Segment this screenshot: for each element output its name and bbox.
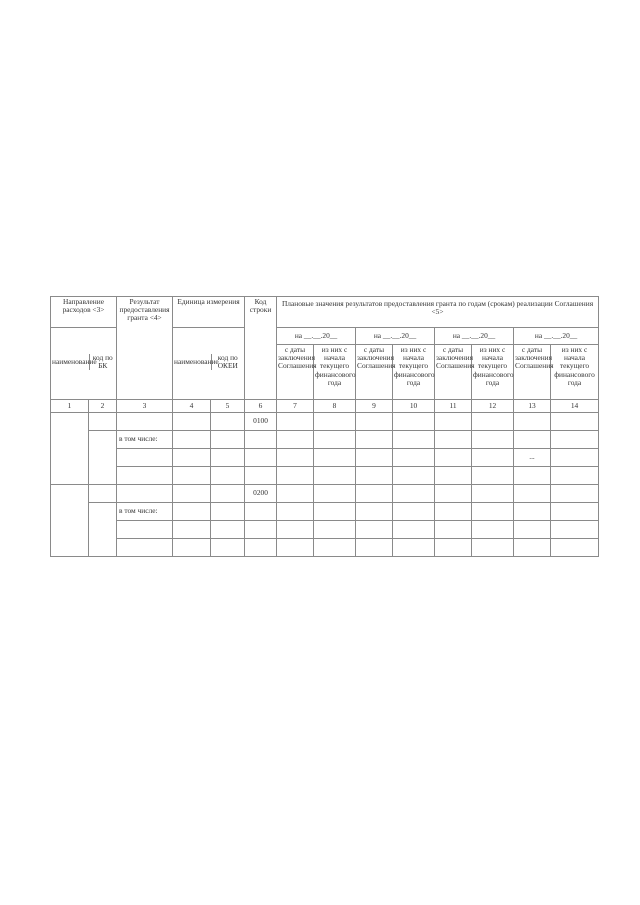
table-cell — [314, 467, 356, 485]
table-cell — [117, 449, 173, 467]
col-number: 4 — [173, 400, 211, 413]
table-cell — [356, 521, 393, 539]
table-cell — [173, 521, 211, 539]
table-cell — [356, 413, 393, 431]
from-year-4: из них с начала текущего финансового года — [551, 345, 599, 400]
header-result: Результат предоставления гранта <4> — [117, 297, 173, 400]
header-okei-code: код по ОКЕИ — [211, 354, 244, 370]
table-cell — [551, 485, 599, 503]
grant-results-table — [50, 296, 599, 557]
from-date-1: с даты заключения Соглашения — [277, 345, 314, 400]
from-year-3: из них с начала текущего финансового года — [472, 345, 514, 400]
table-cell — [117, 539, 173, 557]
table-cell — [211, 485, 245, 503]
table-cell — [393, 539, 435, 557]
table-cell — [277, 521, 314, 539]
col-number: 2 — [89, 400, 117, 413]
table-cell — [514, 521, 551, 539]
col-number: 8 — [314, 400, 356, 413]
table-cell — [551, 413, 599, 431]
table-cell — [314, 449, 356, 467]
table-cell — [393, 431, 435, 449]
table-cell — [472, 521, 514, 539]
table-cell — [277, 413, 314, 431]
table-cell — [472, 467, 514, 485]
bk-code-cell — [89, 485, 117, 503]
table-cell — [211, 503, 245, 521]
table-cell — [435, 485, 472, 503]
including-label: в том числе: — [117, 503, 173, 521]
table-cell — [356, 485, 393, 503]
table-cell — [514, 413, 551, 431]
table-cell — [551, 449, 599, 467]
table-cell — [277, 431, 314, 449]
from-year-2: из них с начала текущего финансового года — [393, 345, 435, 400]
table-cell — [435, 449, 472, 467]
table-cell — [551, 431, 599, 449]
bk-code-cell — [89, 431, 117, 485]
table-cell — [393, 449, 435, 467]
table-cell — [314, 485, 356, 503]
bk-code-cell — [89, 503, 117, 557]
including-label: в том числе: — [117, 431, 173, 449]
table-cell — [173, 485, 211, 503]
table-cell — [472, 413, 514, 431]
table-cell — [356, 503, 393, 521]
table-cell — [435, 503, 472, 521]
table-cell — [356, 467, 393, 485]
col-number: 1 — [51, 400, 89, 413]
table-cell — [277, 539, 314, 557]
header-direction: Направление расходов <3> — [51, 297, 117, 328]
table-cell — [211, 539, 245, 557]
table-cell — [514, 539, 551, 557]
table-cell — [173, 503, 211, 521]
col-number: 9 — [356, 400, 393, 413]
table-cell — [245, 431, 277, 449]
row-code-cell: 0200 — [245, 485, 277, 503]
table-cell — [356, 539, 393, 557]
table-cell — [173, 449, 211, 467]
table-cell — [211, 431, 245, 449]
table-cell — [211, 413, 245, 431]
bk-code-cell — [89, 413, 117, 431]
table-cell — [211, 467, 245, 485]
table-cell — [514, 503, 551, 521]
col-number: 5 — [211, 400, 245, 413]
period-1: на __.__.20__ — [277, 328, 356, 345]
period-2: на __.__.20__ — [356, 328, 435, 345]
header-unit-name: наименование — [174, 357, 219, 367]
table-cell — [514, 431, 551, 449]
table-cell — [245, 467, 277, 485]
header-unit-sub — [173, 328, 245, 400]
table-cell — [393, 485, 435, 503]
table-cell — [173, 413, 211, 431]
from-date-3: с даты заключения Соглашения — [435, 345, 472, 400]
table-cell — [356, 431, 393, 449]
table-cell — [551, 467, 599, 485]
table-cell — [435, 431, 472, 449]
table-cell — [277, 467, 314, 485]
table-cell — [117, 467, 173, 485]
table-cell — [173, 431, 211, 449]
table-cell — [514, 485, 551, 503]
result-cell — [117, 485, 173, 503]
ellipsis-cell: ... — [514, 449, 551, 467]
header-unit: Единица измерения — [173, 297, 245, 328]
from-date-2: с даты заключения Соглашения — [356, 345, 393, 400]
table-cell — [551, 521, 599, 539]
from-date-4: с даты заключения Соглашения — [514, 345, 551, 400]
table-cell — [277, 503, 314, 521]
table-cell — [551, 503, 599, 521]
direction-name-cell — [51, 485, 89, 557]
table-cell — [245, 521, 277, 539]
table-cell — [314, 431, 356, 449]
table-cell — [551, 539, 599, 557]
table-cell — [472, 539, 514, 557]
header-direction-sub — [51, 328, 117, 400]
table-cell — [277, 485, 314, 503]
table-cell — [514, 467, 551, 485]
col-number: 10 — [393, 400, 435, 413]
row-code-cell: 0100 — [245, 413, 277, 431]
col-number: 11 — [435, 400, 472, 413]
col-number: 6 — [245, 400, 277, 413]
table-cell — [472, 485, 514, 503]
table-cell — [117, 521, 173, 539]
col-number: 3 — [117, 400, 173, 413]
table-cell — [245, 503, 277, 521]
header-bk-code: код по БК — [89, 354, 116, 370]
header-plan-values: Плановые значения результатов предоставления гранта по годам (срокам) реализации Соглашения <5> — [277, 297, 599, 328]
table-cell — [211, 449, 245, 467]
table-cell — [245, 539, 277, 557]
period-3: на __.__.20__ — [435, 328, 514, 345]
table-cell — [435, 539, 472, 557]
table-cell — [435, 413, 472, 431]
table-cell — [314, 539, 356, 557]
table-cell — [472, 431, 514, 449]
header-direction-name: наименование — [52, 357, 97, 367]
from-year-1: из них с начала текущего финансового года — [314, 345, 356, 400]
table-cell — [211, 521, 245, 539]
table-cell — [245, 449, 277, 467]
col-number: 13 — [514, 400, 551, 413]
direction-name-cell — [51, 413, 89, 485]
table-cell — [393, 467, 435, 485]
table-cell — [393, 413, 435, 431]
table-cell — [277, 449, 314, 467]
result-cell — [117, 413, 173, 431]
table-cell — [173, 539, 211, 557]
table-cell — [173, 467, 211, 485]
col-number: 14 — [551, 400, 599, 413]
col-number: 7 — [277, 400, 314, 413]
table-cell — [435, 521, 472, 539]
table-cell — [472, 503, 514, 521]
period-4: на __.__.20__ — [514, 328, 599, 345]
grant-results-table-area — [50, 296, 598, 557]
table-cell — [472, 449, 514, 467]
table-cell — [356, 449, 393, 467]
table-cell — [393, 521, 435, 539]
col-number: 12 — [472, 400, 514, 413]
table-cell — [314, 503, 356, 521]
table-cell — [393, 503, 435, 521]
table-cell — [435, 467, 472, 485]
table-cell — [314, 413, 356, 431]
header-row-code: Код строки — [245, 297, 277, 400]
table-cell — [314, 521, 356, 539]
